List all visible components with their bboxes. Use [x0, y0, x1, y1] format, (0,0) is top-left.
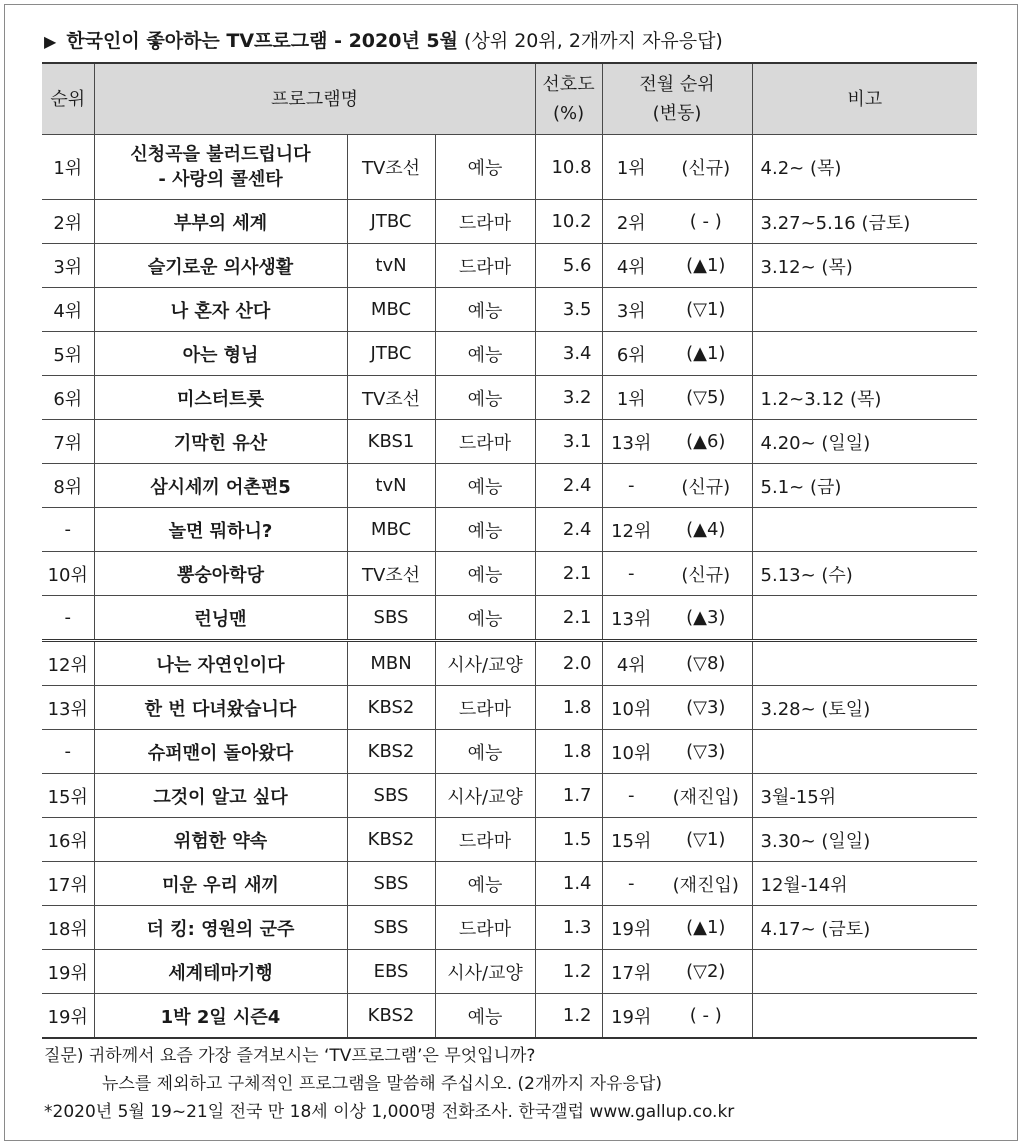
- rank-change-cell: (신규): [660, 464, 752, 508]
- program-title-line1: 나는 자연인이다: [156, 654, 285, 676]
- genre-cell: 시사/교양: [435, 641, 535, 686]
- rank-cell: 8위: [42, 464, 94, 508]
- program-title-line1: 더 킹: 영원의 군주: [146, 918, 295, 940]
- rank-cell: 2위: [42, 200, 94, 244]
- rank-change-cell: (▽5): [660, 376, 752, 420]
- program-title-cell: [94, 508, 347, 552]
- program-title-cell: [94, 200, 347, 244]
- program-title-line1: 기막힌 유산: [173, 432, 268, 454]
- table-row: [42, 596, 977, 641]
- program-title-line1: 슬기로운 의사생활: [147, 256, 294, 278]
- preference-cell: 1.5: [535, 818, 602, 862]
- note-cell: 3.30~ (일일): [752, 818, 977, 862]
- note-cell: 12월-14위: [752, 862, 977, 906]
- genre-cell: 드라마: [435, 686, 535, 730]
- preference-cell: 1.2: [535, 950, 602, 994]
- program-title-line1: 한 번 다녀왔습니다: [144, 698, 297, 720]
- rank-change-cell: (▲1): [660, 244, 752, 288]
- header-previous-line2: (변동): [652, 103, 702, 124]
- genre-cell: 예능: [435, 596, 535, 641]
- note-cell: [752, 994, 977, 1039]
- previous-rank-cell: 10위: [602, 730, 660, 774]
- rank-change-cell: ( - ): [660, 994, 752, 1039]
- genre-cell: 예능: [435, 376, 535, 420]
- program-title-cell: [94, 464, 347, 508]
- rank-cell: -: [42, 508, 94, 552]
- rank-change-cell: (▲3): [660, 596, 752, 641]
- note-cell: [752, 641, 977, 686]
- preference-cell: 1.7: [535, 774, 602, 818]
- program-title-cell: [94, 686, 347, 730]
- rank-cell: -: [42, 730, 94, 774]
- channel-cell: MBC: [347, 508, 435, 552]
- genre-cell: 드라마: [435, 200, 535, 244]
- program-title-line2: - 사랑의 콜센타: [158, 169, 283, 190]
- note-cell: [752, 288, 977, 332]
- preference-cell: 3.1: [535, 420, 602, 464]
- rank-cell: 15위: [42, 774, 94, 818]
- preference-cell: 1.8: [535, 730, 602, 774]
- note-cell: 5.1~ (금): [752, 464, 977, 508]
- rank-change-cell: (▽3): [660, 730, 752, 774]
- program-title-line1: 미스터트롯: [177, 388, 264, 410]
- program-title-cell: [94, 730, 347, 774]
- previous-rank-cell: 1위: [602, 135, 660, 200]
- rank-change-cell: (▽1): [660, 288, 752, 332]
- channel-cell: SBS: [347, 906, 435, 950]
- table-row: [42, 862, 977, 906]
- genre-cell: 드라마: [435, 906, 535, 950]
- note-cell: 4.17~ (금토): [752, 906, 977, 950]
- genre-cell: 시사/교양: [435, 950, 535, 994]
- preference-cell: 2.4: [535, 464, 602, 508]
- program-title-line1: 나 혼자 산다: [170, 300, 271, 322]
- table-row: [42, 332, 977, 376]
- rank-cell: 18위: [42, 906, 94, 950]
- genre-cell: 예능: [435, 730, 535, 774]
- survey-question-detail: 뉴스를 제외하고 구체적인 프로그램을 말씀해 주십시오. (2개까지 자유응답): [102, 1074, 662, 1094]
- header-preference-line2: (%): [552, 103, 585, 124]
- channel-cell: tvN: [347, 244, 435, 288]
- rank-change-cell: (▲1): [660, 332, 752, 376]
- program-title-cell: [94, 641, 347, 686]
- note-cell: 3.12~ (목): [752, 244, 977, 288]
- channel-cell: EBS: [347, 950, 435, 994]
- channel-cell: SBS: [347, 862, 435, 906]
- rank-cell: 1위: [42, 135, 94, 200]
- note-cell: [752, 508, 977, 552]
- note-cell: 1.2~3.12 (목): [752, 376, 977, 420]
- channel-cell: tvN: [347, 464, 435, 508]
- preference-cell: 10.8: [535, 135, 602, 200]
- rank-cell: 19위: [42, 950, 94, 994]
- genre-cell: 드라마: [435, 244, 535, 288]
- preference-cell: 2.4: [535, 508, 602, 552]
- previous-rank-cell: 10위: [602, 686, 660, 730]
- previous-rank-cell: 19위: [602, 994, 660, 1039]
- table-row: [42, 641, 977, 686]
- triangle-bullet-icon: ▶: [44, 32, 57, 51]
- program-title-cell: [94, 135, 347, 200]
- preference-cell: 5.6: [535, 244, 602, 288]
- header-row: [42, 63, 977, 135]
- program-title-line1: 뽕숭아학당: [177, 564, 264, 586]
- note-cell: 3.28~ (토일): [752, 686, 977, 730]
- preference-cell: 10.2: [535, 200, 602, 244]
- channel-cell: JTBC: [347, 332, 435, 376]
- rank-cell: 7위: [42, 420, 94, 464]
- program-title-line1: 삼시세끼 어촌편5: [150, 476, 291, 498]
- rank-cell: -: [42, 596, 94, 641]
- table-row: [42, 774, 977, 818]
- header-previous-rank: [602, 63, 752, 135]
- table-row: [42, 950, 977, 994]
- rank-change-cell: ( - ): [660, 200, 752, 244]
- channel-cell: JTBC: [347, 200, 435, 244]
- program-title-cell: [94, 774, 347, 818]
- program-title-line1: 런닝맨: [194, 608, 247, 630]
- preference-cell: 1.4: [535, 862, 602, 906]
- program-title-cell: [94, 596, 347, 641]
- program-title-line1: 세계테마기행: [168, 962, 273, 984]
- table-row: [42, 730, 977, 774]
- genre-cell: 예능: [435, 994, 535, 1039]
- genre-cell: 예능: [435, 288, 535, 332]
- previous-rank-cell: 4위: [602, 641, 660, 686]
- rank-cell: 3위: [42, 244, 94, 288]
- channel-cell: MBC: [347, 288, 435, 332]
- header-preference-line1: 선호도: [542, 74, 595, 95]
- title-main: 한국인이 좋아하는 TV프로그램 - 2020년 5월: [66, 30, 458, 52]
- program-title-cell: [94, 862, 347, 906]
- previous-rank-cell: -: [602, 862, 660, 906]
- program-title-cell: [94, 332, 347, 376]
- channel-cell: KBS2: [347, 818, 435, 862]
- program-title-line1: 신청곡을 불러드립니다: [130, 144, 311, 165]
- channel-cell: KBS2: [347, 730, 435, 774]
- rank-cell: 5위: [42, 332, 94, 376]
- header-preference: [535, 63, 602, 135]
- table-row: [42, 200, 977, 244]
- header-previous-line1: 전월 순위: [639, 74, 715, 95]
- note-cell: [752, 596, 977, 641]
- preference-cell: 2.1: [535, 552, 602, 596]
- genre-cell: 예능: [435, 464, 535, 508]
- table-row: [42, 906, 977, 950]
- program-title-cell: [94, 288, 347, 332]
- genre-cell: 예능: [435, 135, 535, 200]
- channel-cell: TV조선: [347, 552, 435, 596]
- preference-cell: 3.4: [535, 332, 602, 376]
- program-title-cell: [94, 420, 347, 464]
- preference-cell: 1.8: [535, 686, 602, 730]
- rank-change-cell: (재진입): [660, 862, 752, 906]
- survey-question: 질문) 귀하께서 요즘 가장 즐겨보시는 ‘TV프로그램’은 무엇입니까?: [44, 1046, 536, 1066]
- rank-change-cell: (▲6): [660, 420, 752, 464]
- table-row: [42, 552, 977, 596]
- table-row: [42, 244, 977, 288]
- previous-rank-cell: 19위: [602, 906, 660, 950]
- program-title-line1: 슈퍼맨이 돌아왔다: [147, 742, 294, 764]
- table-body: [42, 135, 977, 1039]
- previous-rank-cell: 2위: [602, 200, 660, 244]
- table-row: [42, 686, 977, 730]
- rank-cell: 16위: [42, 818, 94, 862]
- table-row: [42, 376, 977, 420]
- preference-cell: 3.5: [535, 288, 602, 332]
- program-title-cell: [94, 818, 347, 862]
- footer: [44, 1042, 734, 1126]
- previous-rank-cell: 12위: [602, 508, 660, 552]
- previous-rank-cell: -: [602, 464, 660, 508]
- note-cell: 4.2~ (목): [752, 135, 977, 200]
- note-cell: [752, 730, 977, 774]
- genre-cell: 예능: [435, 508, 535, 552]
- table-row: [42, 464, 977, 508]
- genre-cell: 예능: [435, 552, 535, 596]
- table-row: [42, 420, 977, 464]
- rank-change-cell: (▽3): [660, 686, 752, 730]
- table-row: [42, 508, 977, 552]
- rank-change-cell: (신규): [660, 552, 752, 596]
- channel-cell: MBN: [347, 641, 435, 686]
- title-subtitle: (상위 20위, 2개까지 자유응답): [464, 30, 723, 52]
- page-title: [44, 26, 723, 53]
- note-cell: 3.27~5.16 (금토): [752, 200, 977, 244]
- channel-cell: KBS2: [347, 686, 435, 730]
- preference-cell: 1.3: [535, 906, 602, 950]
- header-rank: 순위: [42, 63, 94, 135]
- program-title-cell: [94, 244, 347, 288]
- previous-rank-cell: 13위: [602, 596, 660, 641]
- program-title-line1: 그것이 알고 싶다: [153, 786, 288, 808]
- table-row: [42, 994, 977, 1039]
- header-program: 프로그램명: [94, 63, 535, 135]
- rank-change-cell: (▽8): [660, 641, 752, 686]
- table-row: [42, 288, 977, 332]
- previous-rank-cell: 15위: [602, 818, 660, 862]
- program-title-cell: [94, 906, 347, 950]
- program-title-line1: 부부의 세계: [173, 212, 268, 234]
- preference-cell: 2.1: [535, 596, 602, 641]
- genre-cell: 예능: [435, 332, 535, 376]
- program-title-line1: 위험한 약속: [173, 830, 268, 852]
- rank-cell: 12위: [42, 641, 94, 686]
- previous-rank-cell: 13위: [602, 420, 660, 464]
- previous-rank-cell: 3위: [602, 288, 660, 332]
- rank-change-cell: (재진입): [660, 774, 752, 818]
- rank-change-cell: (▲1): [660, 906, 752, 950]
- program-title-line1: 1박 2일 시즌4: [160, 1006, 281, 1028]
- preference-cell: 3.2: [535, 376, 602, 420]
- program-title-line1: 미운 우리 새끼: [162, 874, 279, 896]
- rank-cell: 19위: [42, 994, 94, 1039]
- program-title-line1: 아는 형님: [182, 344, 259, 366]
- rank-change-cell: (▲4): [660, 508, 752, 552]
- previous-rank-cell: -: [602, 552, 660, 596]
- program-title-cell: [94, 950, 347, 994]
- channel-cell: KBS1: [347, 420, 435, 464]
- program-title-cell: [94, 552, 347, 596]
- program-title-cell: [94, 376, 347, 420]
- rank-cell: 10위: [42, 552, 94, 596]
- rank-cell: 6위: [42, 376, 94, 420]
- genre-cell: 드라마: [435, 818, 535, 862]
- previous-rank-cell: 6위: [602, 332, 660, 376]
- rank-change-cell: (▽2): [660, 950, 752, 994]
- ranking-table: [42, 62, 977, 1039]
- channel-cell: TV조선: [347, 376, 435, 420]
- note-cell: [752, 950, 977, 994]
- preference-cell: 1.2: [535, 994, 602, 1039]
- table-row: [42, 818, 977, 862]
- channel-cell: SBS: [347, 774, 435, 818]
- survey-source: *2020년 5월 19~21일 전국 만 18세 이상 1,000명 전화조사. 한국갤럽 www.gallup.co.kr: [44, 1102, 735, 1122]
- note-cell: 5.13~ (수): [752, 552, 977, 596]
- program-title-line1: 놀면 뭐하니?: [168, 520, 273, 542]
- channel-cell: KBS2: [347, 994, 435, 1039]
- channel-cell: SBS: [347, 596, 435, 641]
- rank-change-cell: (▽1): [660, 818, 752, 862]
- genre-cell: 예능: [435, 862, 535, 906]
- previous-rank-cell: 1위: [602, 376, 660, 420]
- note-cell: 3월-15위: [752, 774, 977, 818]
- genre-cell: 시사/교양: [435, 774, 535, 818]
- genre-cell: 드라마: [435, 420, 535, 464]
- note-cell: [752, 332, 977, 376]
- note-cell: 4.20~ (일일): [752, 420, 977, 464]
- program-title-cell: [94, 994, 347, 1039]
- preference-cell: 2.0: [535, 641, 602, 686]
- rank-change-cell: (신규): [660, 135, 752, 200]
- table-row: [42, 135, 977, 200]
- channel-cell: TV조선: [347, 135, 435, 200]
- previous-rank-cell: 4위: [602, 244, 660, 288]
- rank-cell: 17위: [42, 862, 94, 906]
- previous-rank-cell: -: [602, 774, 660, 818]
- previous-rank-cell: 17위: [602, 950, 660, 994]
- rank-cell: 13위: [42, 686, 94, 730]
- rank-cell: 4위: [42, 288, 94, 332]
- header-note: 비고: [752, 63, 977, 135]
